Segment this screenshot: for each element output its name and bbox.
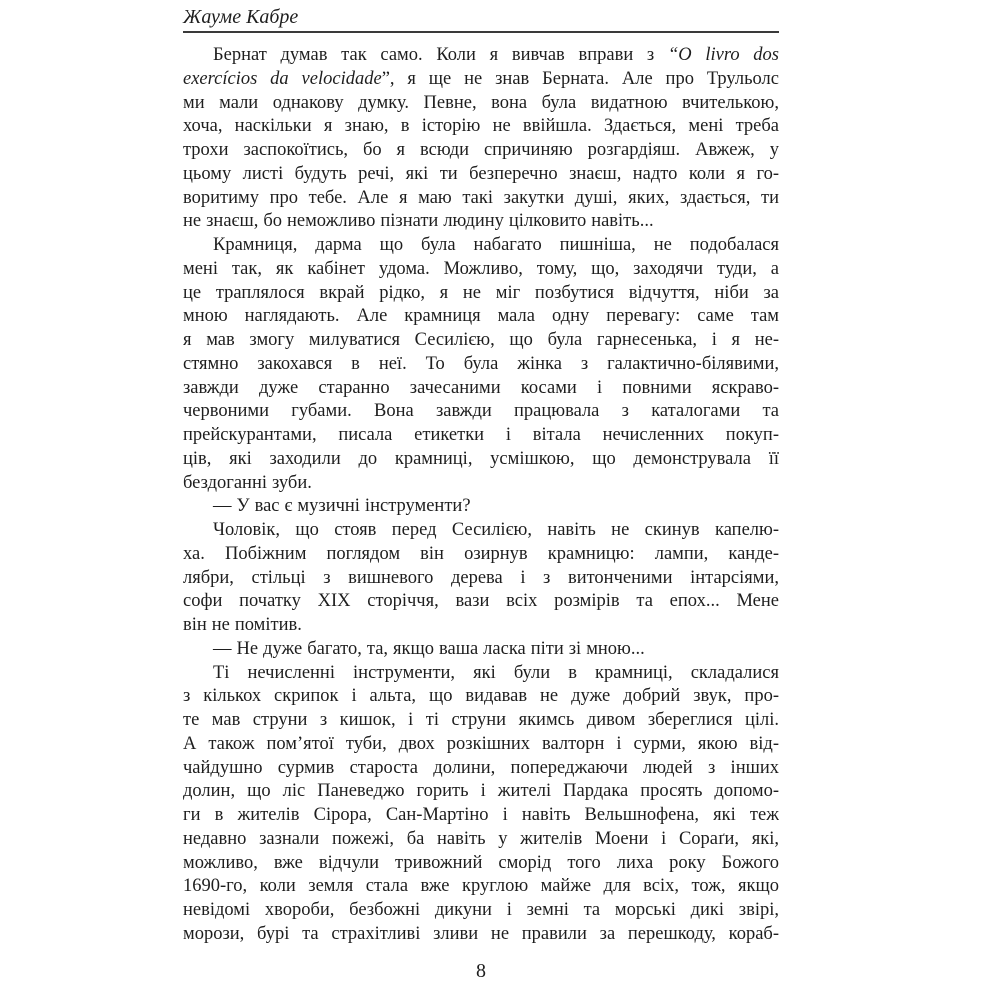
text-line — [183, 139, 779, 163]
text-segment: Крамниця, дарма що була набагато пишніша, не подобалася — [213, 235, 779, 255]
text-line — [183, 258, 779, 282]
text-segment: софи початку XIX сторіччя, вази всіх розмірів та епох... Мене — [183, 591, 779, 612]
text-line — [183, 543, 779, 567]
text-line — [183, 210, 779, 234]
text-line — [183, 115, 779, 139]
text-line — [183, 448, 779, 472]
text-line — [183, 899, 779, 923]
running-head-author: Жауме Кабре — [183, 6, 299, 28]
text-line — [183, 828, 779, 852]
text-segment: не знаєш, бо неможливо пізнати людину цілковито навіть... — [183, 211, 654, 232]
text-line — [183, 163, 779, 187]
text-line — [183, 567, 779, 591]
text-segment: трохи заспокоїтись, бо я всюди спричиняю розгардіяш. Авжеж, у — [183, 140, 779, 160]
text-segment: можливо, вже відчули тривожний сморід того лиха року Божого — [183, 852, 779, 873]
text-segment: морози, бурі та страхітливі зливи не правили за перешкоду, кораб- — [183, 923, 779, 944]
text-line — [183, 519, 779, 543]
text-line — [183, 329, 779, 353]
text-line — [183, 495, 779, 519]
text-segment: 1690-го, коли земля стала вже круглою майже для всіх, тож, якщо — [183, 876, 779, 897]
text-segment: невідомі хвороби, безбожні дикуни і земні та морські дикі звірі, — [183, 900, 779, 920]
text-line — [183, 733, 779, 757]
text-segment: мною наглядають. Але крамниця мала одну перевагу: саме там — [183, 306, 779, 327]
text-segment: ха. Побіжним поглядом він озирнув крамницю: лампи, канде- — [183, 543, 779, 564]
text-segment: Ті нечисленні інструменти, які були в крамниці, складалися — [213, 662, 779, 683]
text-segment: Бернат думав так само. Коли я вивчав вправи з — [213, 45, 668, 65]
text-segment: червоними губами. Вона завжди працювала з каталогами та — [183, 401, 779, 422]
text-segment: лябри, стільці з вишневого дерева і з витонченими інтарсіями, — [183, 567, 779, 588]
italic-text-segment: exercícios da velocidade — [183, 68, 382, 89]
text-line — [183, 757, 779, 781]
paragraph — [183, 519, 779, 638]
text-line — [183, 614, 779, 638]
text-line — [183, 187, 779, 211]
paragraph — [183, 662, 779, 947]
page-text — [183, 44, 779, 947]
text-segment: цьому листі будуть речі, які ти безперечно знаєш, надто коли я го- — [183, 163, 779, 184]
text-line — [183, 353, 779, 377]
text-segment: — Не дуже багато, та, якщо ваша ласка піти зі мною... — [213, 638, 645, 659]
italic-text-segment: “O livro dos — [667, 45, 779, 65]
text-segment: — У вас є музичні інструменти? — [213, 496, 471, 517]
text-line — [183, 68, 779, 92]
text-segment: ”, я ще не знав Берната. Але про Трульолс — [381, 68, 779, 89]
text-line — [183, 638, 779, 662]
text-line — [183, 305, 779, 329]
text-segment: воритиму про тебе. Але я маю такі закутки душі, яких, здається, ти — [183, 187, 779, 208]
text-segment: долин, що ліс Паневеджо горить і жителі Пардака просять допомо- — [183, 781, 779, 802]
text-line — [183, 685, 779, 709]
text-segment: чайдушно сурмив староста долини, попереджаючи людей з інших — [183, 757, 779, 778]
text-segment: прейскурантами, писала етикетки і вітала нечисленних покуп- — [183, 425, 779, 445]
text-line — [183, 234, 779, 258]
text-line — [183, 377, 779, 401]
text-segment: мені так, як кабінет удома. Можливо, тому, що, заходячи туди, а — [183, 258, 779, 279]
text-line — [183, 709, 779, 733]
text-line — [183, 424, 779, 448]
text-segment: завжди дуже старанно зачесаними косами і повними яскраво- — [183, 377, 779, 398]
text-segment: А також пом’ятої туби, двох розкішних валторн і сурми, якою від- — [183, 733, 779, 754]
text-line — [183, 282, 779, 306]
text-line — [183, 780, 779, 804]
text-line — [183, 804, 779, 828]
text-segment: недавно зазнали пожежі, ба навіть у жителів Моени і Сораґи, які, — [183, 828, 779, 849]
text-segment: хоча, наскільки я знаю, в історію не ввійшла. Здається, мені треба — [183, 116, 779, 137]
text-segment: бездоганні зуби. — [183, 472, 312, 493]
paragraph — [183, 44, 779, 234]
text-line — [183, 472, 779, 496]
text-line — [183, 92, 779, 116]
text-line — [183, 875, 779, 899]
text-segment: ми мали однакову думку. Певне, вона була видатною вчителькою, — [183, 92, 779, 113]
paragraph — [183, 638, 779, 662]
text-segment: ги в жителів Сірора, Сан-Мартіно і навіть Вельшнофена, які теж — [183, 805, 779, 825]
text-segment: він не помітив. — [183, 615, 302, 635]
text-line — [183, 400, 779, 424]
text-line — [183, 923, 779, 947]
text-line — [183, 590, 779, 614]
text-segment: ців, які заходили до крамниці, усмішкою, що демонструвала її — [183, 448, 779, 469]
text-line — [183, 852, 779, 876]
text-segment: я мав змогу милуватися Сесилією, що була гарнесенька, і я не- — [183, 330, 779, 350]
text-segment: це траплялося вкрай рідко, я не міг позбутися відчуття, ніби за — [183, 282, 779, 303]
text-line — [183, 662, 779, 686]
text-segment: Чоловік, що стояв перед Сесилією, навіть не скинув капелю- — [213, 520, 779, 540]
text-line — [183, 44, 779, 68]
paragraph — [183, 234, 779, 495]
page-number: 8 — [476, 960, 486, 982]
header-rule — [183, 31, 779, 33]
text-segment: з кількох скрипок і альта, що видавав не дуже добрий звук, про- — [183, 686, 779, 707]
text-segment: те мав струни з кишок, і ті струни якимсь дивом збереглися цілі. — [183, 710, 779, 730]
paragraph — [183, 495, 779, 519]
text-segment: стямно закохався в неї. То була жінка з галактично-білявими, — [183, 353, 779, 374]
